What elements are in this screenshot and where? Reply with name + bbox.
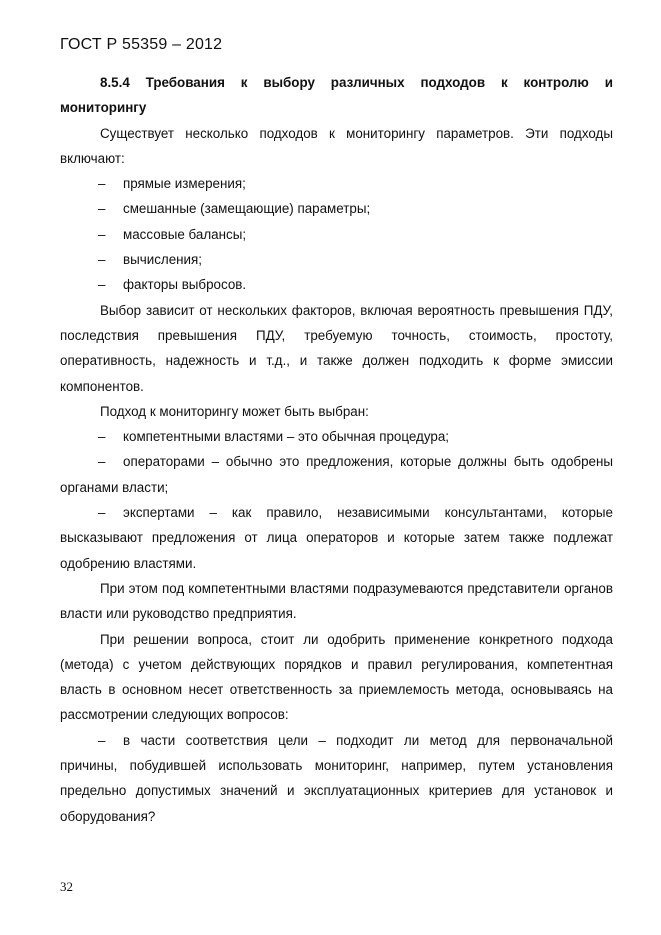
approach-item-text: вычисления; — [123, 252, 202, 268]
approach-item-text: прямые измерения; — [123, 176, 246, 192]
dash-bullet: – — [98, 505, 106, 521]
list-item — [60, 728, 613, 829]
list-item — [60, 449, 613, 500]
approach-item-text: факторы выбросов. — [123, 277, 247, 293]
list-item — [60, 196, 613, 221]
decision-paragraph: При решении вопроса, стоит ли одобрить применение конкретного подхода (метода) с учетом действующих порядков и правил регулирования, компетентная власть в основном несет ответственность за приемлемость метода, основываясь на рассмотрении следующих вопросов: — [60, 631, 613, 723]
dash-bullet: – — [98, 429, 106, 445]
document-header: ГОСТ Р 55359 – 2012 — [60, 36, 223, 53]
selection-item-text: экспертами – как правило, независимыми консультантами, которые высказывают предложения от лица операторов и которые затем также подлежат одобрению властями. — [60, 505, 613, 571]
selection-item-text: операторами – обычно это предложения, которые должны быть одобрены органами власти; — [60, 454, 613, 495]
list-item — [60, 171, 613, 196]
dash-bullet: – — [98, 252, 106, 268]
selection-intro-paragraph: Подход к мониторингу может быть выбран: — [100, 403, 369, 419]
section-heading-line-2: мониторингу — [60, 100, 147, 116]
question-item-text: в части соответствия цели – подходит ли метод для первоначальной причины, побудившей использовать мониторинг, например, путем установления предельно допустимых значений и эксплуатационных критериев для установок и оборудования? — [60, 732, 613, 824]
document-body — [60, 70, 613, 829]
list-item — [60, 247, 613, 272]
choice-paragraph: Выбор зависит от нескольких факторов, включая вероятность превышения ПДУ, последствия превышения ПДУ, требуемую точность, стоимость, простоту, оперативность, надежность и т.д., и также должен подходить к форме эмиссии компонентов. — [60, 302, 613, 394]
list-item — [60, 272, 613, 297]
dash-bullet: – — [98, 176, 106, 192]
dash-bullet: – — [98, 226, 106, 242]
list-item — [60, 424, 613, 449]
dash-bullet: – — [98, 277, 106, 293]
approach-item-text: смешанные (замещающие) параметры; — [123, 201, 371, 217]
approach-item-text: массовые балансы; — [123, 226, 247, 242]
selection-item-text: компетентными властями – это обычная процедура; — [123, 429, 450, 445]
list-item — [60, 500, 613, 576]
authorities-paragraph: При этом под компетентными властями подразумеваются представители органов власти или руководство предприятия. — [60, 580, 613, 622]
intro-paragraph: Существует несколько подходов к мониторингу параметров. Эти подходы включают: — [60, 125, 613, 166]
list-item — [60, 222, 613, 247]
dash-bullet: – — [98, 454, 106, 470]
page-number: 32 — [60, 879, 73, 894]
dash-bullet: – — [98, 201, 106, 217]
dash-bullet: – — [98, 732, 106, 748]
section-heading-line-1: 8.5.4 Требования к выбору различных подходов к контролю и — [100, 75, 613, 90]
